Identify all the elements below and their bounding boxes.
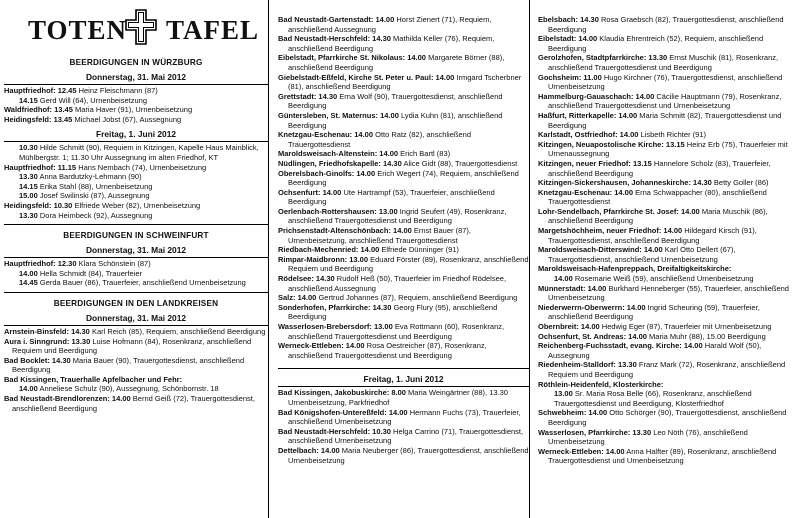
entry-details: Sr. Maria Rosa Belle (66), Rosenkranz, anschließend Trauergottesdienst und Beerdigung, Klosterfriedhof	[554, 389, 752, 408]
entry-place-time: Knetzgau-Eschenau: 14.00	[538, 187, 634, 197]
entry-place-time: 13.30	[19, 210, 38, 220]
entry-details: Dora Heimbeck (92), Aussegnung	[37, 210, 153, 220]
entry-details: Gertrud Johannes (87), Requiem, anschließend Beerdigung	[316, 293, 518, 303]
entry-details: Rosemarie Weiß (59), anschließend Urnenbeisetzung	[572, 274, 754, 284]
entry-details: Georg Flury (95), anschließend Beerdigung	[288, 302, 498, 322]
entry-details: Maria Weingärtner (88), 13.30 Urnenbeisetzung, Parkfriedhof	[288, 388, 508, 407]
cross-icon	[123, 8, 159, 46]
entry-place-time: Lohr-Sendelbach, Pfarrkirche St. Josef: 14.00	[538, 206, 700, 216]
entry-place-time: 14.00	[554, 274, 573, 284]
obituary-entry	[538, 274, 797, 284]
entry-details: Horst Zienert (71), Requiem, anschließend Aussegnung	[288, 15, 492, 34]
entry-details: Maria Haver (91), Urnenbeisetzung	[72, 105, 193, 115]
entry-details: Erich Wegert (74), Requiem, anschließend Beerdigung	[288, 168, 519, 188]
entry-place-time: Bad Kissingen, Jakobuskirche: 8.00	[278, 388, 406, 398]
entry-details: Maria Muhr (88), 15.00 Beerdigung	[646, 331, 766, 341]
entry-details: Anneliese Schulz (90), Aussegnung, Schönbornstr. 18	[37, 384, 219, 394]
obituary-entry	[278, 149, 529, 159]
entry-details: Anna Halfter (89), Rosenkranz, anschließend Trauergottesdienst und Urnenbeisetzung	[548, 446, 777, 466]
entry-details: Anna Bardutzky-Lehmann (90)	[37, 172, 142, 182]
column-right	[538, 0, 797, 518]
entry-details: Elfriede Weber (82), Urnenbeisetzung	[72, 200, 201, 210]
entry-details: Josef Swilinski (87), Aussegnung	[37, 191, 150, 201]
obituary-entry	[4, 182, 268, 192]
entry-details: Franz Mark (72), Rosenkranz, anschließend Requiem und Beerdigung	[548, 360, 786, 379]
obituary-entry	[4, 327, 268, 337]
obituary-entry	[4, 105, 268, 115]
entry-place-time: Hauptfriedhof: 11.15	[4, 162, 77, 172]
obituary-entry	[4, 269, 268, 279]
entry-details: Ernst Muschik (81), Rosenkranz, anschließend Trauergottesdienst und Beerdigung	[548, 53, 779, 72]
entry-details: Luise Hofmann (84), Rosenkranz, anschließend Requiem und Beerdigung	[12, 336, 252, 356]
entry-details: Hedwig Eger (87), Trauerfeier mit Urnenbeisetzung	[599, 322, 772, 331]
obituary-entry	[538, 92, 797, 111]
obituary-entry	[538, 226, 797, 245]
entry-place-time: Güntersleben, St. Maternus: 14.00	[278, 110, 399, 120]
entry-details: Karl Otto Dellert (67), Trauergottesdienst, anschließend Urnenbeisetzung	[548, 245, 736, 264]
entry-details: Eva Rottmann (60), Rosenkranz, anschließend Trauergottesdienst und Beerdigung	[288, 322, 505, 341]
entry-place-time: Münnerstadt: 14.00	[538, 283, 607, 293]
obituary-entry	[278, 130, 529, 149]
entry-place-time: Haßfurt, Ritterkapelle: 14.00	[538, 110, 638, 120]
entry-place-time: Grettstadt: 14.30	[278, 91, 338, 101]
obituary-entry	[538, 130, 797, 140]
obituary-entry	[278, 169, 529, 188]
divider	[278, 368, 529, 369]
entry-place-time: Bad Kissingen, Trauerhalle Apfelbacher und Fehr:	[4, 374, 183, 384]
entry-place-time: Eibelstadt, Pfarrkirche St. Nikolaus: 14.00	[278, 53, 426, 63]
obituary-entry	[4, 337, 268, 356]
entry-details: Maria Bauer (90), Trauergottesdienst, anschließend Beerdigung	[12, 355, 245, 375]
entry-place-time: Obernbreit: 14.00	[538, 322, 600, 331]
obituary-entry	[538, 428, 797, 447]
obituary-entry	[278, 388, 529, 407]
entry-place-time: Margetshöchheim, neuer Friedhof: 14.00	[538, 226, 683, 236]
obituary-entry	[538, 360, 797, 379]
obituary-entry	[278, 255, 529, 274]
entry-details: Lydia Kuhn (81), anschließend Beerdigung	[288, 110, 503, 130]
entry-place-time: Werneck-Ettleben: 14.00	[538, 446, 625, 456]
section-heading-landkreise: BEERDIGUNGEN IN DEN LANDKREISEN	[53, 298, 219, 308]
obituary-entry	[278, 159, 529, 169]
entry-place-time: Hammelburg-Gauaschach: 14.00	[538, 91, 655, 101]
obituary-entry	[4, 384, 268, 394]
date-heading: Donnerstag, 31. Mai 2012	[85, 312, 187, 323]
entry-place-time: Kitzingen, Neuapostolische Kirche: 13.15	[538, 139, 685, 149]
obituary-entry	[278, 226, 529, 245]
entry-list	[4, 143, 268, 220]
obituary-entry	[538, 284, 797, 303]
obituary-entry	[278, 322, 529, 341]
obituary-entry	[538, 53, 797, 72]
entry-list	[4, 86, 268, 124]
entry-place-time: 15.00	[19, 191, 38, 201]
obituary-entry	[278, 34, 529, 53]
obituary-entry	[538, 408, 797, 427]
entry-place-time: Ochsenfurt: 14.00	[278, 187, 342, 197]
divider	[4, 257, 268, 258]
entry-details: Leo Nöth (76), anschließend Urnenbeisetzung	[548, 427, 748, 447]
entry-place-time: Röthlein-Heidenfeld, Klosterkirche:	[538, 379, 664, 389]
entry-place-time: Ebelsbach: 14.30	[538, 15, 599, 24]
divider	[4, 224, 268, 225]
entry-place-time: Maroldsweisach-Hafenpreppach, Dreifaltigkeitskirche:	[538, 264, 732, 274]
column-left	[4, 0, 269, 518]
entry-list	[278, 15, 529, 360]
entry-place-time: Prichsenstadt-Altenschönbach: 14.00	[278, 226, 412, 236]
obituary-entry	[278, 15, 529, 34]
entry-details: Erna Schwappacher (80), anschließend Trauergottesdienst	[548, 187, 767, 207]
obituary-entry	[538, 303, 797, 322]
entry-place-time: Rimpar-Maidbronn: 13.00	[278, 254, 369, 264]
obituary-entry	[4, 86, 268, 96]
entry-place-time: Kitzingen-Sickershausen, Johanneskirche: 14.30	[538, 178, 712, 188]
entry-place-time: Bad Neustadt-Herschfeld: 14.30	[278, 34, 391, 44]
divider	[4, 141, 268, 142]
entry-details: Hannelore Scholz (83), Trauerfeier, anschließend Beerdigung	[548, 158, 771, 178]
entry-place-time: 14.00	[19, 268, 38, 278]
obituary-entry	[4, 163, 268, 173]
entry-details: Alice Gidt (88), Trauergottesdienst	[401, 158, 518, 168]
entry-place-time: 14.00	[19, 384, 38, 394]
date-heading: Donnerstag, 31. Mai 2012	[85, 72, 187, 82]
divider	[4, 325, 268, 326]
obituary-entry	[538, 207, 797, 226]
entry-details: Ute Hartrampf (53), Trauerfeier, anschließend Beerdigung	[288, 187, 495, 207]
obituary-entry	[278, 207, 529, 226]
divider	[278, 386, 529, 387]
obituary-entry	[4, 172, 268, 182]
entry-place-time: Aura i. Sinngrund: 13.30	[4, 336, 91, 346]
entry-details: Rudolf Heß (50), Trauerfeier im Friedhof Rödelsee, anschließend Aussegnung	[288, 274, 507, 293]
entry-details: Maria Schmitt (82), Trauergottesdienst und Beerdigung	[548, 110, 782, 130]
entry-place-time: 14.15	[19, 181, 38, 191]
entry-details: Harald Wolf (50), Aussegnung	[548, 341, 762, 360]
entry-place-time: Maroldsweisach-Ditterswind: 14.00	[538, 245, 663, 255]
entry-details: Erich Bartl (83)	[398, 149, 451, 159]
entry-place-time: 14.15	[19, 95, 38, 105]
obituary-entry	[538, 332, 797, 342]
obituary-entry	[278, 188, 529, 207]
divider	[4, 84, 268, 85]
entry-place-time: Salz: 14.00	[278, 293, 317, 303]
section-heading-wuerzburg: BEERDIGUNGEN IN WÜRZBURG	[69, 58, 203, 67]
entry-place-time: 10.30	[19, 143, 38, 153]
entry-details: Elfriede Dünninger (91)	[379, 245, 459, 255]
entry-details: Betty Goller (86)	[711, 178, 769, 188]
obituary-entry	[4, 356, 268, 375]
entry-place-time: Rödelsee: 14.30	[278, 274, 335, 284]
obituary-entry	[4, 375, 268, 385]
entry-details: Bernd Geiß (72), Trauergottesdienst, anschließend Beerdigung	[12, 394, 255, 413]
entry-place-time: Sonderhofen, Pfarrkirche: 14.30	[278, 302, 392, 312]
entry-place-time: Niederwerrn-Oberwerrn: 14.00	[538, 302, 646, 312]
entry-place-time: Riedbach-Mechenried: 14.00	[278, 245, 380, 255]
obituary-entry	[278, 293, 529, 303]
obituary-entry	[4, 278, 268, 288]
obituary-entry	[4, 259, 268, 269]
entry-details: Rosa Graebsch (82), Trauergottesdienst, anschließend Beerdigung	[548, 15, 784, 34]
logo-word-toten: TOTEN	[28, 15, 128, 45]
entry-list	[538, 15, 797, 466]
obituary-entry	[278, 303, 529, 322]
entry-place-time: Gochsheim: 11.00	[538, 72, 602, 82]
entry-place-time: Hauptfriedhof: 12.30	[4, 259, 77, 269]
entry-details: Klara Schönstein (87)	[76, 259, 151, 269]
entry-place-time: Oberelsbach-Ginolfs: 14.00	[278, 168, 376, 178]
column-middle	[278, 0, 530, 518]
obituary-entry	[4, 201, 268, 211]
obituary-entry	[278, 53, 529, 72]
entry-place-time: Arnstein-Binsfeld: 14.30	[4, 326, 90, 336]
obituary-entry	[538, 245, 797, 264]
entry-place-time: 13.00	[554, 389, 573, 399]
date-heading: Donnerstag, 31. Mai 2012	[85, 245, 187, 256]
entry-place-time: Riedenheim-Stalldorf: 13.30	[538, 360, 637, 370]
entry-place-time: Gerolzhofen, Stadtpfarrkirche: 13.30	[538, 53, 668, 63]
entry-details: Michael Jobst (67), Aussegnung	[72, 114, 182, 124]
entry-place-time: Wasserlosen, Pfarrkirche: 13.30	[538, 427, 652, 437]
entry-place-time: Ochsenfurt, St. Andreas: 14.00	[538, 331, 647, 341]
entry-place-time: Maroldsweisach-Altenstein: 14.00	[278, 149, 399, 159]
obituary-entry	[538, 264, 797, 274]
entry-details: Eduard Förster (89), Rosenkranz, anschließend Requiem und Beerdigung	[288, 254, 529, 274]
entry-details: Mathilda Keller (76), Requiem, anschließend Beerdigung	[288, 34, 495, 53]
entry-details: Ernst Bauer (87), Urnenbeisetzung, anschließend Trauergottesdienst	[288, 226, 471, 245]
obituary-entry	[4, 96, 268, 106]
entry-details: Hans Nembach (74), Urnenbeisetzung	[76, 162, 207, 172]
entry-details: Rosa Oestreicher (87), Rosenkranz, anschließend Trauergottesdienst und Beerdigung	[288, 341, 487, 360]
entry-details: Hermann Fuchs (73), Trauerfeier, anschließend Urnenbeisetzung	[288, 407, 521, 427]
entry-place-time: Kitzingen, neuer Friedhof: 13.15	[538, 158, 652, 168]
entry-place-time: Reichenberg-Fuchsstadt, evang. Kirche: 14.00	[538, 341, 703, 351]
entry-details: Burkhard Henneberger (55), Trauerfeier, anschließend Urnenbeisetzung	[548, 283, 789, 303]
entry-details: Lisbeth Richter (91)	[638, 130, 706, 140]
entry-details: Maria Neuberger (86), Trauergottesdienst, anschließend Urnenbeisetzung	[288, 445, 529, 465]
entry-list	[278, 388, 529, 465]
entry-details: Cäcilie Hauptmann (79), Rosenkranz, anschließend Trauergottesdienst und Urnenbeisetzung	[548, 91, 782, 111]
entry-place-time: Bad Neustadt-Brendlorenzen: 14.00	[4, 394, 131, 404]
obituary-entry	[538, 34, 797, 53]
entry-place-time: Bad Bocklet: 14.30	[4, 355, 71, 365]
obituary-entry	[278, 274, 529, 293]
entry-details: Heinz Erb (75), Trauerfeier mit Urnenaussegnung	[548, 139, 788, 159]
entry-place-time: Bad Neustadt-Gartenstadt: 14.00	[278, 15, 395, 24]
entry-place-time: Eibelstadt: 14.00	[538, 34, 598, 44]
entry-details: Gerd Will (64), Urnenbeisetzung	[37, 95, 147, 105]
entry-details: Otto Ratz (82), anschließend Trauergottesdienst	[288, 130, 471, 149]
entry-details: Erika Stahl (88), Urnenbeisetzung	[37, 181, 153, 191]
entry-place-time: 13.30	[19, 172, 38, 182]
entry-place-time: Giebelstadt-Eßfeld, Kirche St. Peter u. Paul: 14.00	[278, 72, 455, 82]
entry-place-time: Hauptfriedhof: 12.45	[4, 86, 77, 95]
entry-details: Klaudia Ehrentreich (52), Requiem, anschließend Beerdigung	[548, 34, 764, 53]
entry-details: Hugo Kirchner (76), Trauergottesdienst, anschließend Urnenbeisetzung	[548, 72, 783, 92]
entry-place-time: Oerlenbach-Rottershausen: 13.00	[278, 206, 398, 216]
totentafel-logo	[4, 0, 268, 52]
obituary-entry	[538, 380, 797, 390]
obituary-entry	[278, 73, 529, 92]
entry-details: Helga Carrino (71), Trauergottesdienst, anschließend Urnenbeisetzung	[288, 426, 524, 446]
entry-place-time: Schwebheim: 14.00	[538, 408, 608, 418]
obituary-entry	[278, 245, 529, 255]
entry-list	[4, 327, 268, 413]
date-heading: Freitag, 1. Juni 2012	[95, 129, 177, 140]
entry-details: Otto Schörger (90), Trauergottesdienst, anschließend Beerdigung	[548, 408, 787, 427]
entry-place-time: Nüdlingen, Friedhofskapelle: 14.30	[278, 158, 402, 168]
obituary-entry	[538, 188, 797, 207]
obituary-entry	[278, 341, 529, 360]
entry-place-time: Heidingsfeld: 13.45	[4, 114, 73, 124]
entry-details: Karl Reich (85), Requiem, anschließend Beerdigung	[89, 326, 266, 336]
entry-details: Ingrid Scheuring (59), Trauerfeier, anschließend Beerdigung	[548, 302, 760, 322]
entry-details: Margarete Börner (88), anschließend Beerdigung	[288, 53, 505, 72]
date-heading: Freitag, 1. Juni 2012	[363, 374, 444, 385]
obituary-entry	[4, 143, 268, 162]
obituary-entry	[538, 73, 797, 92]
obituary-entry	[538, 447, 797, 466]
obituary-entry	[278, 111, 529, 130]
entry-place-time: Werneck-Ettleben: 14.00	[278, 341, 365, 351]
entry-details: Irmgard Tscherbner (81), anschließend Beerdigung	[288, 72, 522, 92]
obituary-entry	[538, 140, 797, 159]
obituary-entry	[278, 92, 529, 111]
obituary-entry	[538, 322, 797, 332]
entry-place-time: Dettelbach: 14.00	[278, 445, 340, 455]
obituary-entry	[278, 427, 529, 446]
obituary-entry	[4, 191, 268, 201]
entry-details: Erna Wolf (90), Trauergottesdienst, anschließend Beerdigung	[288, 91, 503, 111]
obituary-entry	[538, 178, 797, 188]
entry-place-time: Bad Königshofen-Untereßfeld: 14.00	[278, 407, 408, 417]
entry-place-time: 14.45	[19, 278, 38, 288]
entry-place-time: Karlstadt, Ostfriedhof: 14.00	[538, 130, 639, 140]
entry-place-time: Waldfriedhof: 13.45	[4, 105, 73, 115]
entry-details: Ingrid Seufert (49), Rosenkranz, anschließend Trauergottesdienst und Beerdigung	[288, 206, 507, 226]
obituary-entry	[4, 211, 268, 221]
entry-place-time: Bad Neustadt-Herschfeld: 10.30	[278, 426, 391, 436]
obituary-entry	[538, 159, 797, 178]
obituary-entry	[538, 15, 797, 34]
entry-details: Hilde Schmitt (90), Requiem in Kitzingen, Kapelle Haus Mainblick, Mühlbergstr. 1; 11.30 Uhr Aussegnung im alten Friedhof, KT	[19, 143, 259, 162]
entry-place-time: Wasserlosen-Brebersdorf: 13.00	[278, 322, 393, 331]
entry-list	[4, 259, 268, 288]
obituary-entry	[538, 341, 797, 360]
entry-details: Hildegard Kirsch (91), Trauergottesdienst, anschließend Beerdigung	[548, 226, 757, 245]
entry-place-time: Knetzgau-Eschenau: 14.00	[278, 130, 374, 140]
entry-details: Hella Schmidt (84), Trauerfeier	[37, 268, 142, 278]
obituary-entry	[4, 394, 268, 413]
obituary-entry	[538, 111, 797, 130]
obituary-entry	[538, 389, 797, 408]
entry-details: Maria Muschik (86), anschließend Beerdigung	[548, 206, 768, 226]
entry-place-time: Heidingsfeld: 10.30	[4, 200, 73, 210]
entry-details: Heinz Fleischmann (87)	[76, 86, 158, 95]
obituary-entry	[4, 115, 268, 125]
obituary-entry	[278, 446, 529, 465]
logo-word-tafel: TAFEL	[166, 15, 260, 45]
divider	[4, 292, 268, 293]
entry-details: Gerda Bauer (86), Trauerfeier, anschließend Urnenbeisetzung	[37, 278, 246, 288]
section-heading-schweinfurt: BEERDIGUNGEN IN SCHWEINFURT	[63, 231, 209, 241]
obituary-entry	[278, 408, 529, 427]
